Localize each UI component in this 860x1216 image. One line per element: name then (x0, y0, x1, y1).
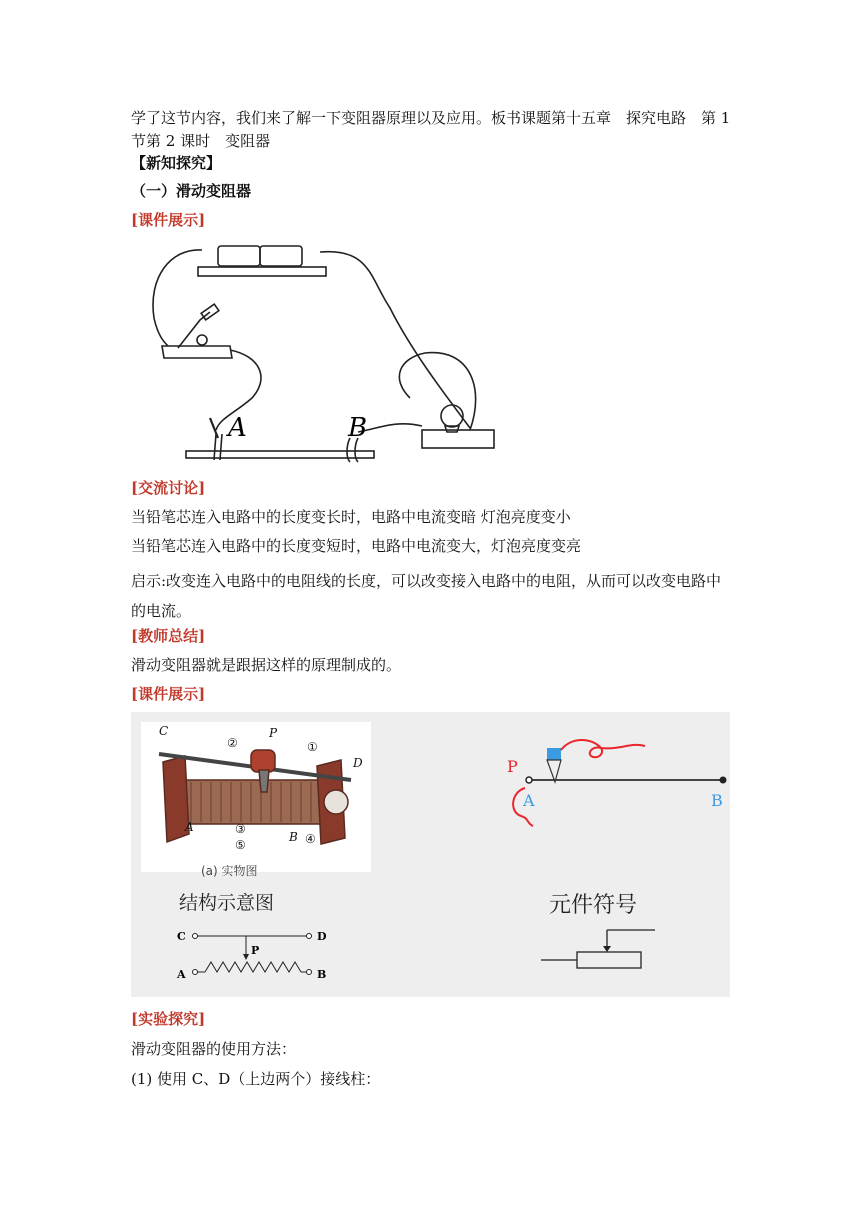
tag-teacher-summary: [教师总结] (131, 627, 206, 645)
structure-schematic (171, 918, 341, 988)
photo-label-1: ① (307, 740, 318, 754)
usage-heading: 滑动变阻器的使用方法： (131, 1040, 297, 1058)
tag-experiment: [实验探究] (131, 1010, 206, 1028)
sketch-label-a: A (523, 791, 535, 810)
sketch-label-p: P (507, 757, 518, 776)
photo-label-3: ③ (235, 822, 246, 836)
light-bulb (441, 405, 463, 427)
red-scribble-top (561, 740, 645, 757)
intro-line-1: 学了这节内容，我们来了解一下变阻器原理以及应用。板书课题第十五章 探究电路 第 1 (131, 109, 731, 127)
symbol-title: 元件符号 (549, 893, 638, 918)
sketch-diagram (501, 732, 731, 832)
photo-caption: (a) 实物图 (201, 864, 258, 878)
photo-label-p: P (269, 726, 278, 740)
switch-base (162, 346, 232, 358)
battery-base (198, 267, 326, 276)
structure-title: 结构示意图 (179, 892, 275, 914)
section-heading: 【新知探究】 (131, 154, 222, 172)
structure-label-b: B (317, 968, 327, 981)
rheostat-figure (131, 712, 730, 997)
photo-label-d: D (353, 756, 363, 770)
tag-courseware-1: [课件展示] (131, 211, 206, 229)
bulb-base (422, 430, 494, 448)
battery-cell-2 (260, 246, 302, 266)
tag-discussion: [交流讨论] (131, 479, 206, 497)
photo-label-b: B (289, 830, 298, 844)
point-a-label: A (228, 413, 247, 443)
subsection-heading: （一）滑动变阻器 (131, 182, 252, 200)
structure-label-c: C (177, 930, 186, 943)
photo-label-c: C (159, 724, 169, 738)
photo-label-2: ② (227, 736, 238, 750)
structure-label-p: P (251, 944, 260, 957)
structure-label-a: A (177, 968, 186, 981)
intro-line-2: 节第 2 课时 变阻器 (131, 132, 271, 150)
structure-label-d: D (317, 930, 327, 943)
pencil-lead-circuit-figure (140, 238, 500, 468)
battery-cell-1 (218, 246, 260, 266)
tag-courseware-2: [课件展示] (131, 685, 206, 703)
slider-contact (547, 748, 561, 760)
pointer-icon (547, 760, 561, 782)
photo-label-5: ⑤ (235, 838, 246, 852)
summary-text: 滑动变阻器就是跟据这样的原理制成的。 (131, 656, 402, 674)
usage-item-1: (1) 使用 C、D（上边两个）接线柱： (131, 1070, 381, 1088)
discussion-hint: 启示:改变连入电路中的电阻线的长度，可以改变接入电路中的电阻，从而可以改变电路中的电流。 (131, 572, 722, 620)
sketch-label-b: B (711, 791, 723, 810)
rheostat-symbol (531, 924, 671, 984)
photo-label-4: ④ (305, 832, 316, 846)
switch-lever (178, 312, 210, 348)
discussion-line-1: 当铅笔芯连入电路中的长度变长时，电路中电流变暗 灯泡亮度变小 (131, 508, 571, 526)
photo-label-a: A (185, 820, 194, 834)
discussion-line-2: 当铅笔芯连入电路中的长度变短时，电路中电流变大，灯泡亮度变亮 (131, 537, 582, 555)
rheostat-photo (141, 722, 371, 878)
point-b-label: B (348, 413, 368, 443)
